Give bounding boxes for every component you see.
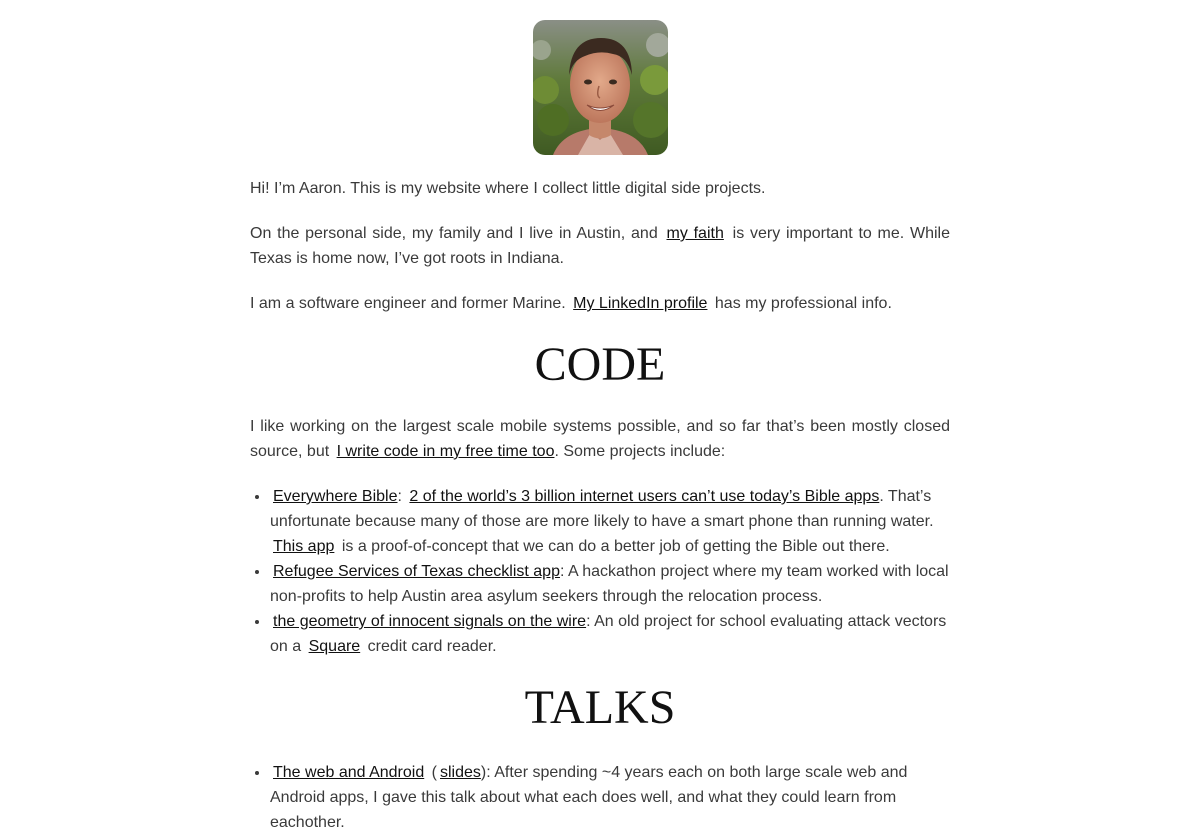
talk-description: ): After spending ~4 years each on both large scale web and Android apps, I gave this talk about what each does well, and what they could learn from eachother. bbox=[270, 764, 908, 831]
avatar bbox=[533, 20, 668, 155]
project-description: : An old project for school evaluating attack vectors on a bbox=[270, 613, 947, 655]
slides-link[interactable]: slides bbox=[440, 764, 481, 781]
refugee-services-link[interactable]: Refugee Services of Texas checklist app bbox=[273, 563, 560, 580]
page-content bbox=[250, 0, 950, 835]
projects-list bbox=[250, 484, 950, 659]
list-item bbox=[270, 760, 950, 835]
project-description: : A hackathon project where my team worked with local non-profits to help Austin area asylum seekers through the relocation process. bbox=[270, 563, 949, 605]
project-description-2: is a proof-of-concept that we can do a better job of getting the Bible out there. bbox=[341, 538, 890, 555]
intro-personal bbox=[250, 221, 950, 271]
code-heading: CODE bbox=[534, 338, 666, 391]
intro-career bbox=[250, 291, 950, 316]
intro-greeting: Hi! I’m Aaron. This is my website where I collect little digital side projects. bbox=[250, 180, 766, 197]
web-android-talk-link[interactable]: The web and Android bbox=[273, 764, 425, 781]
project-description: . That’s unfortunate because many of those are more likely to have a smart phone than running water. bbox=[270, 488, 934, 530]
code-intro-text-pre: I like working on the largest scale mobile systems possible, and so far that’s been mostly closed source, but bbox=[250, 418, 950, 460]
avatar-photo bbox=[533, 20, 668, 155]
talks-heading: TALKS bbox=[524, 681, 676, 734]
list-item bbox=[270, 559, 950, 609]
personal-text-pre: On the personal side, my family and I live in Austin, and bbox=[250, 225, 658, 242]
project-description-2: credit card reader. bbox=[367, 638, 497, 655]
my-faith-link[interactable]: my faith bbox=[666, 225, 724, 242]
geometry-signals-link[interactable]: the geometry of innocent signals on the wire bbox=[273, 613, 587, 630]
list-item bbox=[270, 609, 950, 659]
free-time-code-link[interactable]: I write code in my free time too bbox=[336, 443, 555, 460]
talks-list bbox=[250, 760, 950, 835]
everywhere-bible-link[interactable]: Everywhere Bible bbox=[273, 488, 398, 505]
project-separator: : bbox=[397, 488, 402, 505]
code-intro-text-post: . Some projects include: bbox=[554, 443, 726, 460]
career-text-pre: I am a software engineer and former Marine. bbox=[250, 295, 566, 312]
paren-open: ( bbox=[431, 764, 437, 781]
linkedin-link[interactable]: My LinkedIn profile bbox=[573, 295, 708, 312]
code-intro bbox=[250, 414, 950, 464]
this-app-link[interactable]: This app bbox=[273, 538, 335, 555]
list-item bbox=[270, 484, 950, 559]
career-text-post: has my professional info. bbox=[714, 295, 892, 312]
personal-text-post: is very important to me. While Texas is home now, I’ve got roots in Indiana. bbox=[250, 225, 951, 267]
bible-users-link[interactable]: 2 of the world’s 3 billion internet users can’t use today’s Bible apps bbox=[409, 488, 880, 505]
square-link[interactable]: Square bbox=[308, 638, 361, 655]
